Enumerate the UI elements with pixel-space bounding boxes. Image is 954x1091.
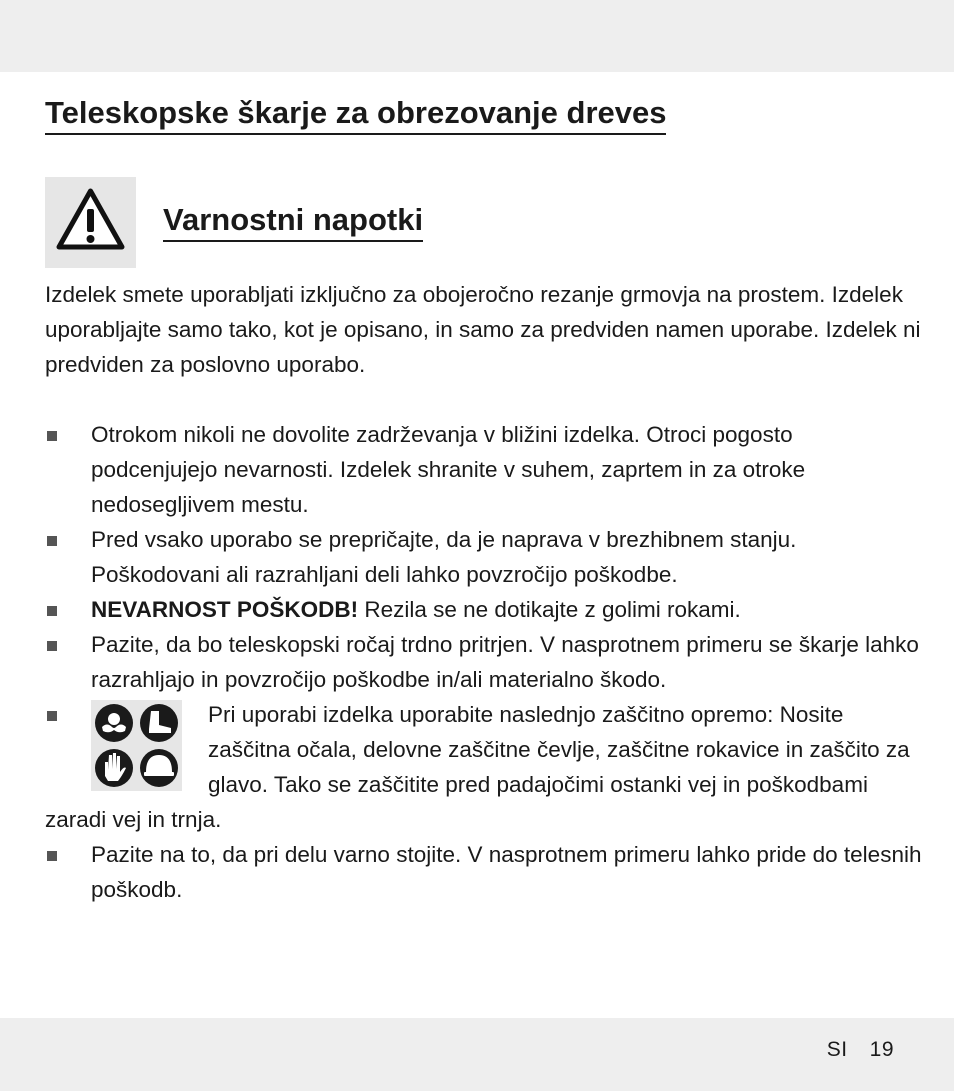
footer-band bbox=[0, 1018, 954, 1091]
intro-paragraph bbox=[45, 277, 925, 382]
warning-triangle-icon bbox=[45, 177, 136, 268]
list-item bbox=[45, 697, 925, 837]
bullet-square bbox=[47, 536, 57, 546]
bullet-text: Otrokom nikoli ne dovolite zadrževanja v bližini izdelka. Otroci pogosto podcenjujejo nevarnosti. Izdelek shranite v suhem, zaprtem in za otroke nedosegljivem mestu. bbox=[91, 422, 806, 517]
list-item bbox=[45, 417, 925, 522]
list-item bbox=[45, 522, 925, 592]
document-title: Teleskopske škarje za obrezovanje dreves bbox=[45, 94, 666, 135]
warning-icon-box bbox=[45, 177, 136, 268]
page-number bbox=[827, 1038, 894, 1062]
safety-gloves-icon bbox=[95, 749, 133, 787]
safety-bullet-list bbox=[45, 417, 925, 907]
header-band bbox=[0, 0, 954, 72]
list-item bbox=[45, 592, 925, 627]
section-title: Varnostni napotki bbox=[163, 201, 423, 242]
bullet-square bbox=[47, 851, 57, 861]
bullet-text: Pazite, da bo teleskopski ročaj trdno pritrjen. V nasprotnem primeru se škarje lahko razrahljajo in povzročijo poškodbe in/ali materialno škodo. bbox=[91, 632, 919, 692]
bullet-square bbox=[47, 711, 57, 721]
head-protection-icon bbox=[140, 749, 178, 787]
bullet-text: Rezila se ne dotikajte z golimi rokami. bbox=[358, 597, 741, 622]
safety-goggles-icon bbox=[95, 704, 133, 742]
list-item bbox=[45, 837, 925, 907]
bullet-bold-text: NEVARNOST POŠKODB! bbox=[91, 597, 359, 622]
bullet-square bbox=[47, 641, 57, 651]
bullet-square bbox=[47, 431, 57, 441]
bullet-text: Pazite na to, da pri delu varno stojite. V nasprotnem primeru lahko pride do telesnih poškodb. bbox=[91, 842, 922, 902]
list-item bbox=[45, 627, 925, 697]
bullet-square bbox=[47, 606, 57, 616]
safety-boots-icon bbox=[140, 704, 178, 742]
page-number-value: 19 bbox=[869, 1038, 894, 1061]
ppe-icons bbox=[91, 700, 182, 791]
bullet-text: Pred vsako uporabo se prepričajte, da je naprava v brezhibnem stanju. Poškodovani ali razrahljani deli lahko povzročijo poškodbe. bbox=[91, 527, 797, 587]
bullet-text: Pri uporabi izdelka uporabite naslednjo zaščitno opremo: Nosite zaščitna očala, delovne zaščitne čevlje, zaščitne rokavice in zaščito za glavo. Tako se zaščitite pred padajočimi ostanki vej in poškodbami zaradi vej in trnja. bbox=[45, 702, 910, 832]
language-code: SI bbox=[826, 1038, 848, 1061]
intro-text: Izdelek smete uporabljati izključno za obojeročno rezanje grmovja na prostem. Izdelek uporabljajte samo tako, kot je opisano, in samo za predviden namen uporabe. Izdelek ni predviden za poslovno uporabo. bbox=[45, 282, 921, 377]
